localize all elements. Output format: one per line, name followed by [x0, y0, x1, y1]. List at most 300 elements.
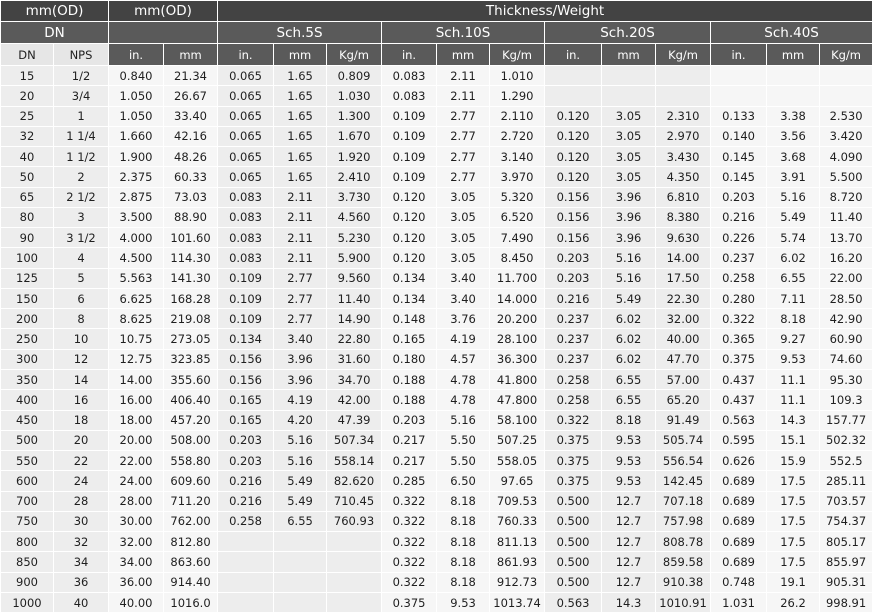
table-cell: 1.300 — [327, 106, 382, 126]
col-header-od-mm: mm — [164, 44, 218, 66]
table-cell: 32 — [1, 126, 54, 146]
table-cell: 5.16 — [437, 410, 490, 430]
table-cell: 0.156 — [545, 187, 602, 207]
table-cell: 4.350 — [656, 167, 711, 187]
table-cell: 73.03 — [164, 187, 218, 207]
table-cell: 0.258 — [545, 369, 602, 389]
table-cell: 7.490 — [490, 228, 545, 248]
table-cell: 355.60 — [164, 369, 218, 389]
table-cell: 0.083 — [382, 66, 437, 86]
table-row — [1, 288, 872, 308]
table-cell: 0.134 — [382, 288, 437, 308]
table-cell: 0.083 — [382, 86, 437, 106]
table-cell: 0.165 — [218, 410, 274, 430]
table-cell: 0.322 — [545, 410, 602, 430]
table-cell: 5.500 — [820, 167, 872, 187]
table-cell: 323.85 — [164, 349, 218, 369]
table-cell: 8.450 — [490, 248, 545, 268]
table-cell: 16 — [54, 390, 109, 410]
table-cell: 760.93 — [327, 511, 382, 531]
table-cell: 762.00 — [164, 511, 218, 531]
table-cell: 2 — [54, 167, 109, 187]
table-cell: 808.78 — [656, 532, 711, 552]
header-sch-10s: Sch.10S — [382, 22, 545, 44]
table-cell: 17.50 — [656, 268, 711, 288]
table-cell: 2.77 — [437, 147, 490, 167]
table-cell — [545, 86, 602, 106]
table-cell: 3.05 — [437, 228, 490, 248]
table-cell: 3.05 — [602, 126, 656, 146]
table-cell: 12.75 — [109, 349, 164, 369]
table-cell: 40 — [1, 147, 54, 167]
table-cell: 507.25 — [490, 430, 545, 450]
table-cell: 861.93 — [490, 552, 545, 572]
table-cell: 3 1/2 — [54, 228, 109, 248]
table-cell: 3.05 — [602, 147, 656, 167]
col-header-10s-mm: mm — [437, 44, 490, 66]
table-cell: 3.76 — [437, 309, 490, 329]
table-cell: 20 — [1, 86, 54, 106]
table-cell: 914.40 — [164, 572, 218, 592]
table-cell: 12.7 — [602, 572, 656, 592]
table-cell: 97.65 — [490, 471, 545, 491]
table-cell: 3.05 — [437, 248, 490, 268]
table-cell: 5.16 — [767, 187, 820, 207]
table-cell: 14.000 — [490, 288, 545, 308]
table-cell: 0.689 — [711, 552, 767, 572]
table-cell: 0.083 — [218, 207, 274, 227]
table-cell: 0.120 — [382, 187, 437, 207]
table-cell: 34.00 — [109, 552, 164, 572]
header-row-schedule — [1, 22, 872, 44]
table-cell: 5.230 — [327, 228, 382, 248]
table-cell: 4.19 — [437, 329, 490, 349]
table-cell: 0.237 — [711, 248, 767, 268]
table-cell: 2.77 — [274, 268, 327, 288]
table-cell: 2.77 — [274, 309, 327, 329]
table-cell — [218, 572, 274, 592]
table-cell: 3.05 — [602, 106, 656, 126]
table-cell: 0.322 — [382, 572, 437, 592]
table-cell: 1013.74 — [490, 592, 545, 612]
table-cell: 13.70 — [820, 228, 872, 248]
table-cell: 0.258 — [711, 268, 767, 288]
table-cell: 0.500 — [545, 572, 602, 592]
table-cell: 5 — [54, 268, 109, 288]
table-cell: 500 — [1, 430, 54, 450]
table-cell: 0.437 — [711, 390, 767, 410]
table-cell: 0.216 — [545, 288, 602, 308]
table-cell: 0.280 — [711, 288, 767, 308]
table-cell: 5.563 — [109, 268, 164, 288]
table-cell: 1 1/4 — [54, 126, 109, 146]
table-row — [1, 572, 872, 592]
table-cell — [274, 532, 327, 552]
table-cell: 30.00 — [109, 511, 164, 531]
table-cell: 15 — [1, 66, 54, 86]
table-cell: 558.14 — [327, 451, 382, 471]
table-cell: 0.322 — [711, 309, 767, 329]
table-cell: 11.1 — [767, 369, 820, 389]
table-cell: 18 — [54, 410, 109, 430]
table-cell: 50 — [1, 167, 54, 187]
table-cell: 0.203 — [218, 451, 274, 471]
table-cell — [218, 552, 274, 572]
table-cell: 8.625 — [109, 309, 164, 329]
table-cell: 0.109 — [218, 268, 274, 288]
table-cell — [327, 592, 382, 612]
table-cell: 2.410 — [327, 167, 382, 187]
table-row — [1, 86, 872, 106]
table-cell: 0.156 — [545, 228, 602, 248]
header-dn-group: DN — [1, 22, 109, 44]
table-cell: 12 — [54, 349, 109, 369]
table-cell: 14.00 — [109, 369, 164, 389]
table-cell: 0.626 — [711, 451, 767, 471]
table-row — [1, 511, 872, 531]
col-header-5s-in: in. — [218, 44, 274, 66]
table-cell: 200 — [1, 309, 54, 329]
col-header-od-in: in. — [109, 44, 164, 66]
table-cell: 14 — [54, 369, 109, 389]
table-cell: 0.216 — [218, 491, 274, 511]
table-row — [1, 207, 872, 227]
table-cell: 4 — [54, 248, 109, 268]
table-cell — [602, 86, 656, 106]
table-cell: 3.730 — [327, 187, 382, 207]
table-cell: 0.083 — [218, 228, 274, 248]
table-cell: 34.70 — [327, 369, 382, 389]
table-cell: 0.809 — [327, 66, 382, 86]
table-cell — [274, 592, 327, 612]
table-cell: 1.660 — [109, 126, 164, 146]
table-cell: 4.000 — [109, 228, 164, 248]
table-cell: 3.96 — [274, 349, 327, 369]
table-cell: 4.560 — [327, 207, 382, 227]
table-cell: 0.165 — [218, 390, 274, 410]
table-cell: 507.34 — [327, 430, 382, 450]
table-cell: 3.05 — [602, 167, 656, 187]
table-cell: 812.80 — [164, 532, 218, 552]
table-row — [1, 228, 872, 248]
table-cell — [767, 66, 820, 86]
table-cell: 285.11 — [820, 471, 872, 491]
table-row — [1, 329, 872, 349]
table-cell: 754.37 — [820, 511, 872, 531]
table-cell: 5.49 — [602, 288, 656, 308]
table-cell: 703.57 — [820, 491, 872, 511]
table-cell: 6.55 — [602, 390, 656, 410]
table-cell: 157.77 — [820, 410, 872, 430]
table-cell: 12.7 — [602, 532, 656, 552]
col-header-40s-in: in. — [711, 44, 767, 66]
table-cell: 0.120 — [382, 228, 437, 248]
table-cell: 552.5 — [820, 451, 872, 471]
table-cell: 5.16 — [274, 430, 327, 450]
table-cell: 5.16 — [602, 268, 656, 288]
table-cell: 0.203 — [545, 268, 602, 288]
table-cell: 0.237 — [545, 309, 602, 329]
col-header-20s-kgm: Kg/m — [656, 44, 711, 66]
table-cell: 150 — [1, 288, 54, 308]
table-cell: 1.670 — [327, 126, 382, 146]
table-cell: 22.80 — [327, 329, 382, 349]
table-row — [1, 248, 872, 268]
table-cell: 0.065 — [218, 147, 274, 167]
table-cell: 550 — [1, 451, 54, 471]
table-cell: 0.689 — [711, 511, 767, 531]
table-cell: 0.595 — [711, 430, 767, 450]
table-cell: 41.800 — [490, 369, 545, 389]
table-cell: 40.00 — [656, 329, 711, 349]
table-cell: 0.437 — [711, 369, 767, 389]
table-cell: 850 — [1, 552, 54, 572]
table-cell: 4.500 — [109, 248, 164, 268]
table-cell: 17.5 — [767, 511, 820, 531]
table-cell: 9.53 — [602, 451, 656, 471]
table-cell: 0.322 — [382, 532, 437, 552]
table-cell: 8.18 — [602, 410, 656, 430]
table-cell: 2.720 — [490, 126, 545, 146]
table-cell: 0.109 — [382, 167, 437, 187]
table-cell: 9.560 — [327, 268, 382, 288]
header-thickness-weight: Thickness/Weight — [218, 1, 872, 22]
header-sch-20s: Sch.20S — [545, 22, 711, 44]
table-cell: 1 1/2 — [54, 147, 109, 167]
table-cell: 0.065 — [218, 66, 274, 86]
table-cell: 31.60 — [327, 349, 382, 369]
table-cell: 3.38 — [767, 106, 820, 126]
table-cell: 1.050 — [109, 86, 164, 106]
table-cell: 1.010 — [490, 66, 545, 86]
table-cell: 40 — [54, 592, 109, 612]
table-cell — [656, 66, 711, 86]
table-cell: 100 — [1, 248, 54, 268]
table-cell: 707.18 — [656, 491, 711, 511]
table-cell: 800 — [1, 532, 54, 552]
table-cell — [545, 66, 602, 86]
table-cell: 0.500 — [545, 511, 602, 531]
table-cell: 3.970 — [490, 167, 545, 187]
table-cell: 0.083 — [218, 248, 274, 268]
table-cell: 6.02 — [602, 329, 656, 349]
table-cell: 6.50 — [437, 471, 490, 491]
table-cell: 0.375 — [545, 471, 602, 491]
table-cell: 2.11 — [274, 187, 327, 207]
table-cell: 8.18 — [437, 532, 490, 552]
table-cell: 502.32 — [820, 430, 872, 450]
table-cell: 8.380 — [656, 207, 711, 227]
table-cell: 0.375 — [382, 592, 437, 612]
table-cell: 250 — [1, 329, 54, 349]
table-cell: 0.109 — [382, 147, 437, 167]
table-cell: 710.45 — [327, 491, 382, 511]
table-cell: 0.156 — [218, 369, 274, 389]
table-cell: 8.18 — [437, 511, 490, 531]
table-cell: 0.237 — [545, 329, 602, 349]
table-cell: 5.900 — [327, 248, 382, 268]
table-cell: 0.109 — [218, 288, 274, 308]
col-header-40s-kgm: Kg/m — [820, 44, 872, 66]
table-cell — [656, 86, 711, 106]
table-cell: 450 — [1, 410, 54, 430]
col-header-10s-kgm: Kg/m — [490, 44, 545, 66]
table-cell: 58.100 — [490, 410, 545, 430]
table-cell: 0.203 — [711, 187, 767, 207]
table-cell: 1010.91 — [656, 592, 711, 612]
table-cell: 42.00 — [327, 390, 382, 410]
table-cell: 88.90 — [164, 207, 218, 227]
table-cell: 168.28 — [164, 288, 218, 308]
table-cell: 3.40 — [274, 329, 327, 349]
col-header-20s-in: in. — [545, 44, 602, 66]
table-cell: 6.55 — [767, 268, 820, 288]
table-cell: 4.20 — [274, 410, 327, 430]
table-row — [1, 410, 872, 430]
table-cell: 0.145 — [711, 147, 767, 167]
table-cell: 905.31 — [820, 572, 872, 592]
table-cell: 3.96 — [274, 369, 327, 389]
table-cell: 16.20 — [820, 248, 872, 268]
table-cell: 0.120 — [382, 248, 437, 268]
table-cell: 3.05 — [437, 207, 490, 227]
table-cell: 30 — [54, 511, 109, 531]
table-cell: 57.00 — [656, 369, 711, 389]
table-cell: 400 — [1, 390, 54, 410]
table-cell: 406.40 — [164, 390, 218, 410]
table-cell: 22.00 — [109, 451, 164, 471]
table-row — [1, 147, 872, 167]
table-cell: 1016.0 — [164, 592, 218, 612]
table-row — [1, 369, 872, 389]
table-cell: 5.49 — [274, 491, 327, 511]
table-cell: 0.109 — [218, 309, 274, 329]
table-cell: 2.11 — [437, 66, 490, 86]
table-cell — [711, 66, 767, 86]
table-cell: 65 — [1, 187, 54, 207]
table-cell: 6.520 — [490, 207, 545, 227]
table-cell: 34 — [54, 552, 109, 572]
table-cell — [711, 86, 767, 106]
table-cell: 60.33 — [164, 167, 218, 187]
table-cell: 2 1/2 — [54, 187, 109, 207]
table-cell: 6.02 — [767, 248, 820, 268]
table-cell: 91.49 — [656, 410, 711, 430]
table-cell: 2.77 — [437, 106, 490, 126]
table-cell: 0.083 — [218, 187, 274, 207]
table-row — [1, 349, 872, 369]
table-cell: 750 — [1, 511, 54, 531]
table-cell: 2.77 — [437, 126, 490, 146]
col-header-nps: NPS — [54, 44, 109, 66]
table-cell: 5.320 — [490, 187, 545, 207]
table-cell: 141.30 — [164, 268, 218, 288]
table-cell: 28 — [54, 491, 109, 511]
table-cell — [274, 552, 327, 572]
table-cell: 36 — [54, 572, 109, 592]
table-cell: 0.145 — [711, 167, 767, 187]
table-body — [1, 66, 872, 613]
table-row — [1, 167, 872, 187]
table-cell: 3.40 — [437, 268, 490, 288]
col-header-5s-kgm: Kg/m — [327, 44, 382, 66]
table-cell: 0.065 — [218, 167, 274, 187]
table-cell: 609.60 — [164, 471, 218, 491]
table-cell: 0.375 — [711, 349, 767, 369]
table-cell: 5.49 — [767, 207, 820, 227]
table-cell: 1 — [54, 106, 109, 126]
table-cell: 711.20 — [164, 491, 218, 511]
col-header-40s-mm: mm — [767, 44, 820, 66]
table-cell: 5.16 — [602, 248, 656, 268]
table-cell: 9.53 — [602, 471, 656, 491]
table-cell: 0.216 — [711, 207, 767, 227]
table-cell: 1000 — [1, 592, 54, 612]
table-cell: 9.630 — [656, 228, 711, 248]
table-cell: 0.203 — [382, 410, 437, 430]
table-cell: 42.16 — [164, 126, 218, 146]
table-cell: 350 — [1, 369, 54, 389]
table-cell — [327, 572, 382, 592]
table-cell: 3/4 — [54, 86, 109, 106]
table-cell: 3.420 — [820, 126, 872, 146]
table-cell: 0.120 — [545, 106, 602, 126]
table-cell: 910.38 — [656, 572, 711, 592]
table-cell: 95.30 — [820, 369, 872, 389]
table-cell: 457.20 — [164, 410, 218, 430]
table-row — [1, 126, 872, 146]
table-cell: 3.140 — [490, 147, 545, 167]
table-cell: 6.625 — [109, 288, 164, 308]
table-header — [1, 1, 872, 66]
table-cell: 2.530 — [820, 106, 872, 126]
header-sch-40s: Sch.40S — [711, 22, 872, 44]
table-cell: 2.11 — [274, 207, 327, 227]
table-row — [1, 430, 872, 450]
table-cell: 47.70 — [656, 349, 711, 369]
table-cell: 0.148 — [382, 309, 437, 329]
table-cell: 0.165 — [382, 329, 437, 349]
table-cell: 32.00 — [109, 532, 164, 552]
table-cell: 0.748 — [711, 572, 767, 592]
table-cell: 6.55 — [602, 369, 656, 389]
table-cell: 10.75 — [109, 329, 164, 349]
table-cell: 40.00 — [109, 592, 164, 612]
table-row — [1, 309, 872, 329]
table-cell: 109.3 — [820, 390, 872, 410]
table-cell: 2.11 — [437, 86, 490, 106]
table-cell: 12.7 — [602, 511, 656, 531]
table-cell: 1.65 — [274, 106, 327, 126]
table-cell: 24.00 — [109, 471, 164, 491]
table-cell: 20 — [54, 430, 109, 450]
table-cell: 4.090 — [820, 147, 872, 167]
table-cell: 1.65 — [274, 86, 327, 106]
table-cell: 47.39 — [327, 410, 382, 430]
table-cell: 0.133 — [711, 106, 767, 126]
table-cell: 8.18 — [437, 572, 490, 592]
table-row — [1, 552, 872, 572]
table-cell: 11.40 — [820, 207, 872, 227]
table-cell: 0.109 — [382, 126, 437, 146]
table-cell: 9.53 — [437, 592, 490, 612]
table-cell: 0.188 — [382, 390, 437, 410]
table-cell: 0.226 — [711, 228, 767, 248]
table-cell: 22 — [54, 451, 109, 471]
table-cell: 863.60 — [164, 552, 218, 572]
table-cell: 3.96 — [602, 228, 656, 248]
col-header-10s-in: in. — [382, 44, 437, 66]
